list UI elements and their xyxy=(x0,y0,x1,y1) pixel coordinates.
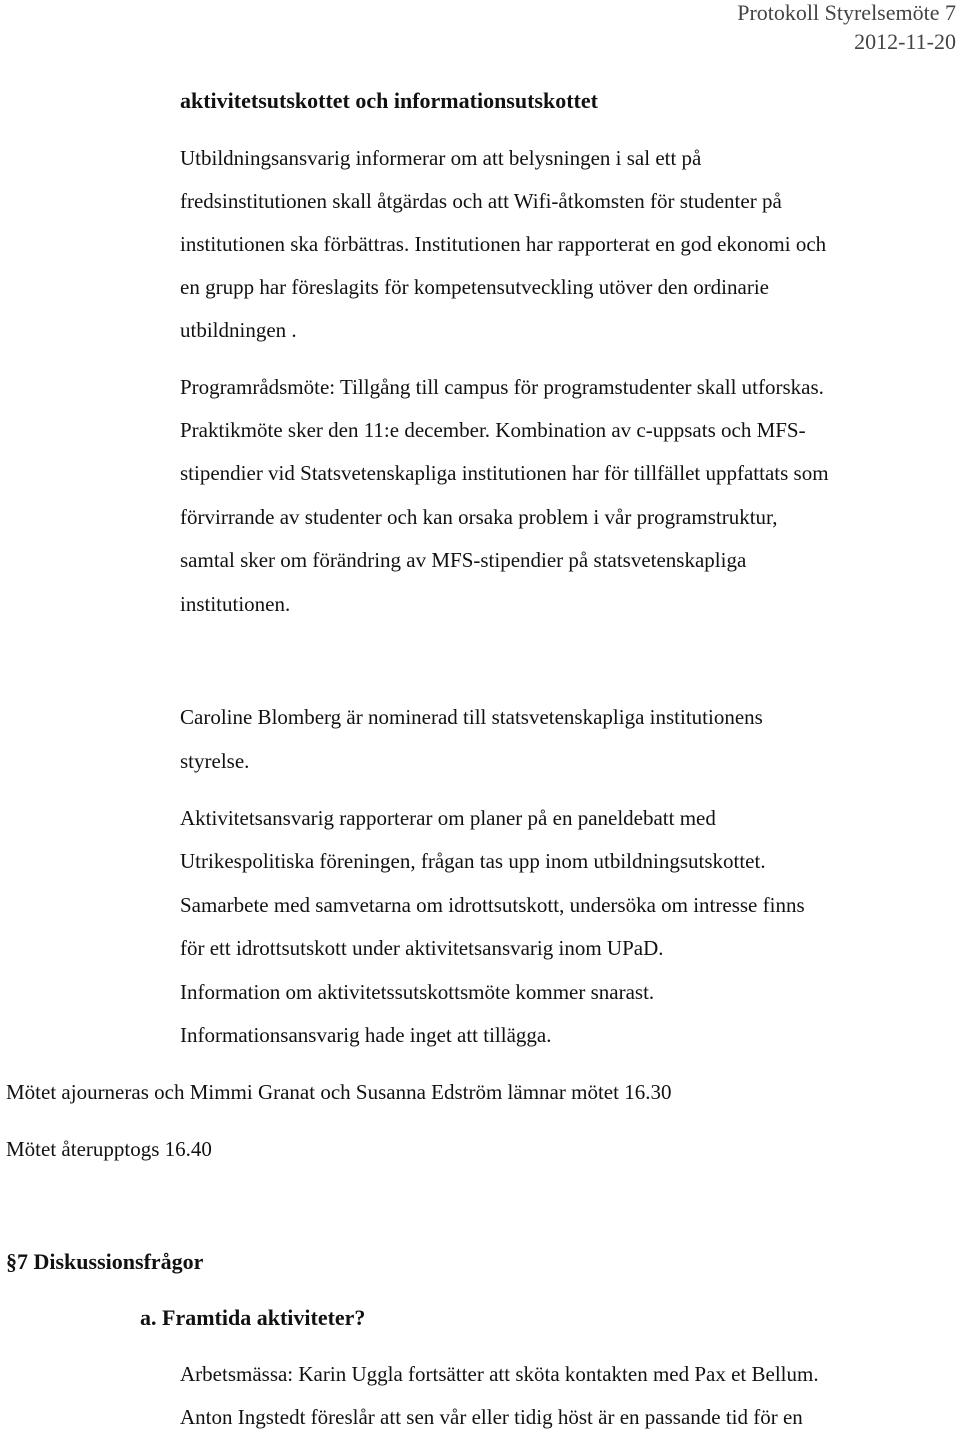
p2-line-4: förvirrande av studenter och kan orsaka problem i vår programstruktur, xyxy=(180,505,778,529)
p2-line-2: Praktikmöte sker den 11:e december. Kombination av c-uppsats och MFS- xyxy=(180,418,806,442)
p3-line-2: styrelse. xyxy=(180,749,250,773)
p1-line-5: utbildningen . xyxy=(180,318,297,342)
p4-line-5: Information om aktivitetssutskottsmöte kommer snarast. xyxy=(180,980,655,1004)
section7-line-1: Arbetsmässa: Karin Uggla fortsätter att sköta kontakten med Pax et Bellum. xyxy=(180,1362,819,1386)
p1-line-1: Utbildningsansvarig informerar om att belysningen i sal ett på xyxy=(180,146,702,170)
section7-item-a: a. Framtida aktiviteter? xyxy=(140,1305,366,1330)
p4-line-2: Utrikespolitiska föreningen, frågan tas upp inom utbildningsutskottet. xyxy=(180,849,766,873)
p4-line-3: Samarbete med samvetarna om idrottsutskott, undersöka om intresse finns xyxy=(180,893,805,917)
p4-line-6: Informationsansvarig hade inget att tillägga. xyxy=(180,1023,552,1047)
section-heading: aktivitetsutskottet och informationsutskottet xyxy=(180,88,598,113)
meeting-resume: Mötet återupptogs 16.40 xyxy=(6,1137,212,1161)
p1-line-2: fredsinstitutionen skall åtgärdas och att Wifi-åtkomsten för studenter på xyxy=(180,189,782,213)
p2-line-5: samtal sker om förändring av MFS-stipendier på statsvetenskapliga xyxy=(180,548,747,572)
section7-line-2: Anton Ingstedt föreslår att sen vår eller tidig höst är en passande tid för en xyxy=(180,1405,803,1429)
p4-line-4: för ett idrottsutskott under aktivitetsansvarig inom UPaD. xyxy=(180,936,664,960)
p1-line-4: en grupp har föreslagits för kompetensutveckling utöver den ordinarie xyxy=(180,275,769,299)
header-title: Protokoll Styrelsemöte 7 xyxy=(737,0,956,25)
meeting-adjourn: Mötet ajourneras och Mimmi Granat och Susanna Edström lämnar mötet 16.30 xyxy=(6,1080,672,1104)
header-date: 2012-11-20 xyxy=(854,29,956,54)
p2-line-6: institutionen. xyxy=(180,592,291,616)
p2-line-1: Programrådsmöte: Tillgång till campus för programstudenter skall utforskas. xyxy=(180,375,824,399)
p3-line-1: Caroline Blomberg är nominerad till statsvetenskapliga institutionens xyxy=(180,705,763,729)
p1-line-3: institutionen ska förbättras. Institutionen har rapporterat en god ekonomi och xyxy=(180,232,827,256)
p2-line-3: stipendier vid Statsvetenskapliga institutionen har för tillfället uppfattats som xyxy=(180,461,829,485)
p4-line-1: Aktivitetsansvarig rapporterar om planer på en paneldebatt med xyxy=(180,806,716,830)
section7-heading: §7 Diskussionsfrågor xyxy=(6,1249,204,1274)
